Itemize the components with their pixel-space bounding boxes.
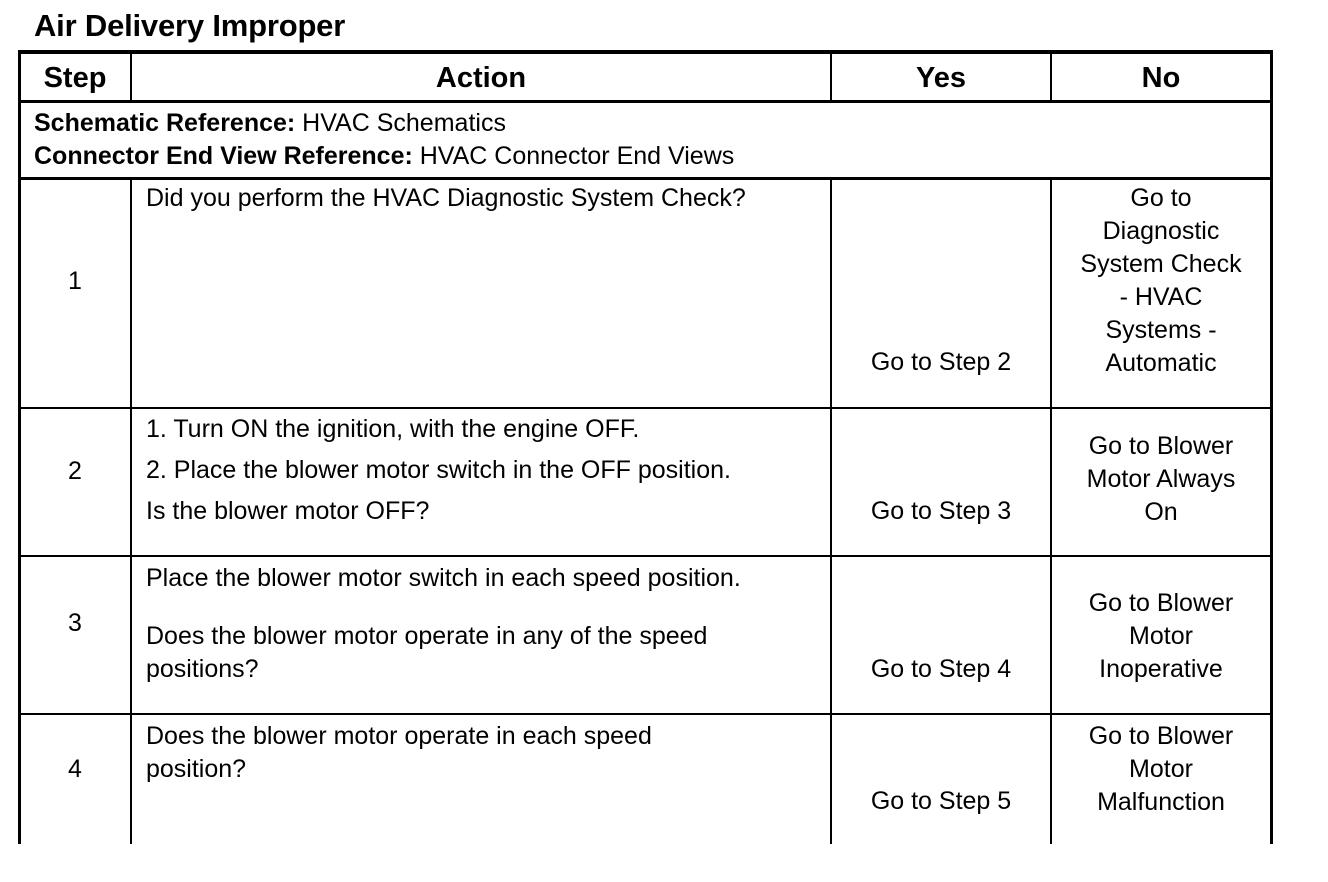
schematic-reference-label: Schematic Reference: bbox=[34, 109, 296, 137]
no-link-line: Go to Blower bbox=[1088, 432, 1234, 460]
no-link[interactable] bbox=[1052, 720, 1270, 819]
header-yes: Yes bbox=[916, 62, 966, 94]
header-step: Step bbox=[43, 62, 107, 94]
action-text: position? bbox=[146, 755, 247, 783]
header-no: No bbox=[1141, 62, 1181, 94]
no-link-line: Go to Blower bbox=[1088, 722, 1234, 750]
yes-link[interactable]: Go to Step 2 bbox=[870, 348, 1012, 376]
action-text: 2. Place the blower motor switch in the OFF position. bbox=[146, 456, 731, 484]
action-text: Did you perform the HVAC Diagnostic System Check? bbox=[146, 184, 746, 212]
step-number: 3 bbox=[68, 609, 82, 637]
action-text: Does the blower motor operate in each speed bbox=[146, 722, 652, 750]
no-link-line: Systems - bbox=[1105, 316, 1217, 344]
step-number: 2 bbox=[68, 457, 82, 485]
row-divider bbox=[18, 713, 1273, 715]
no-link-line: Motor bbox=[1129, 622, 1193, 650]
no-link[interactable] bbox=[1052, 182, 1270, 380]
no-link-line: Go to Blower bbox=[1088, 589, 1234, 617]
no-link-line: Motor bbox=[1129, 755, 1193, 783]
schematic-reference bbox=[34, 107, 506, 140]
row-divider bbox=[18, 407, 1273, 409]
row-divider bbox=[18, 177, 1273, 180]
action-text: 1. Turn ON the ignition, with the engine OFF. bbox=[146, 415, 640, 443]
no-link-line: Inoperative bbox=[1099, 655, 1223, 683]
no-link[interactable] bbox=[1052, 430, 1270, 529]
yes-link[interactable]: Go to Step 5 bbox=[870, 787, 1012, 815]
action-text: positions? bbox=[146, 655, 259, 683]
no-link-line: On bbox=[1144, 498, 1178, 526]
connector-reference-label: Connector End View Reference: bbox=[34, 142, 413, 170]
yes-link[interactable]: Go to Step 4 bbox=[870, 655, 1012, 683]
no-link-line: Go to bbox=[1130, 184, 1192, 212]
action-text: Is the blower motor OFF? bbox=[146, 497, 430, 525]
yes-link[interactable]: Go to Step 3 bbox=[870, 497, 1012, 525]
table-border-right bbox=[1270, 50, 1273, 844]
no-link-line: - HVAC bbox=[1119, 283, 1203, 311]
action-text: Does the blower motor operate in any of the speed bbox=[146, 622, 708, 650]
step-number: 1 bbox=[68, 267, 82, 295]
connector-reference bbox=[34, 140, 734, 173]
row-divider bbox=[18, 555, 1273, 557]
column-divider bbox=[130, 178, 132, 844]
page-title: Air Delivery Improper bbox=[34, 8, 346, 43]
no-link-line: Diagnostic bbox=[1102, 217, 1220, 245]
schematic-reference-value: HVAC Schematics bbox=[295, 109, 506, 137]
no-link-line: Automatic bbox=[1105, 349, 1217, 377]
header-action: Action bbox=[435, 62, 527, 94]
diagnostic-table bbox=[18, 50, 1274, 844]
no-link[interactable] bbox=[1052, 587, 1270, 686]
table-border-left bbox=[18, 50, 21, 844]
connector-reference-value: HVAC Connector End Views bbox=[412, 142, 735, 170]
action-text: Place the blower motor switch in each speed position. bbox=[146, 564, 741, 592]
no-link-line: System Check bbox=[1080, 250, 1242, 278]
no-link-line: Motor Always bbox=[1086, 465, 1236, 493]
step-number: 4 bbox=[68, 755, 82, 783]
no-link-line: Malfunction bbox=[1097, 788, 1225, 816]
